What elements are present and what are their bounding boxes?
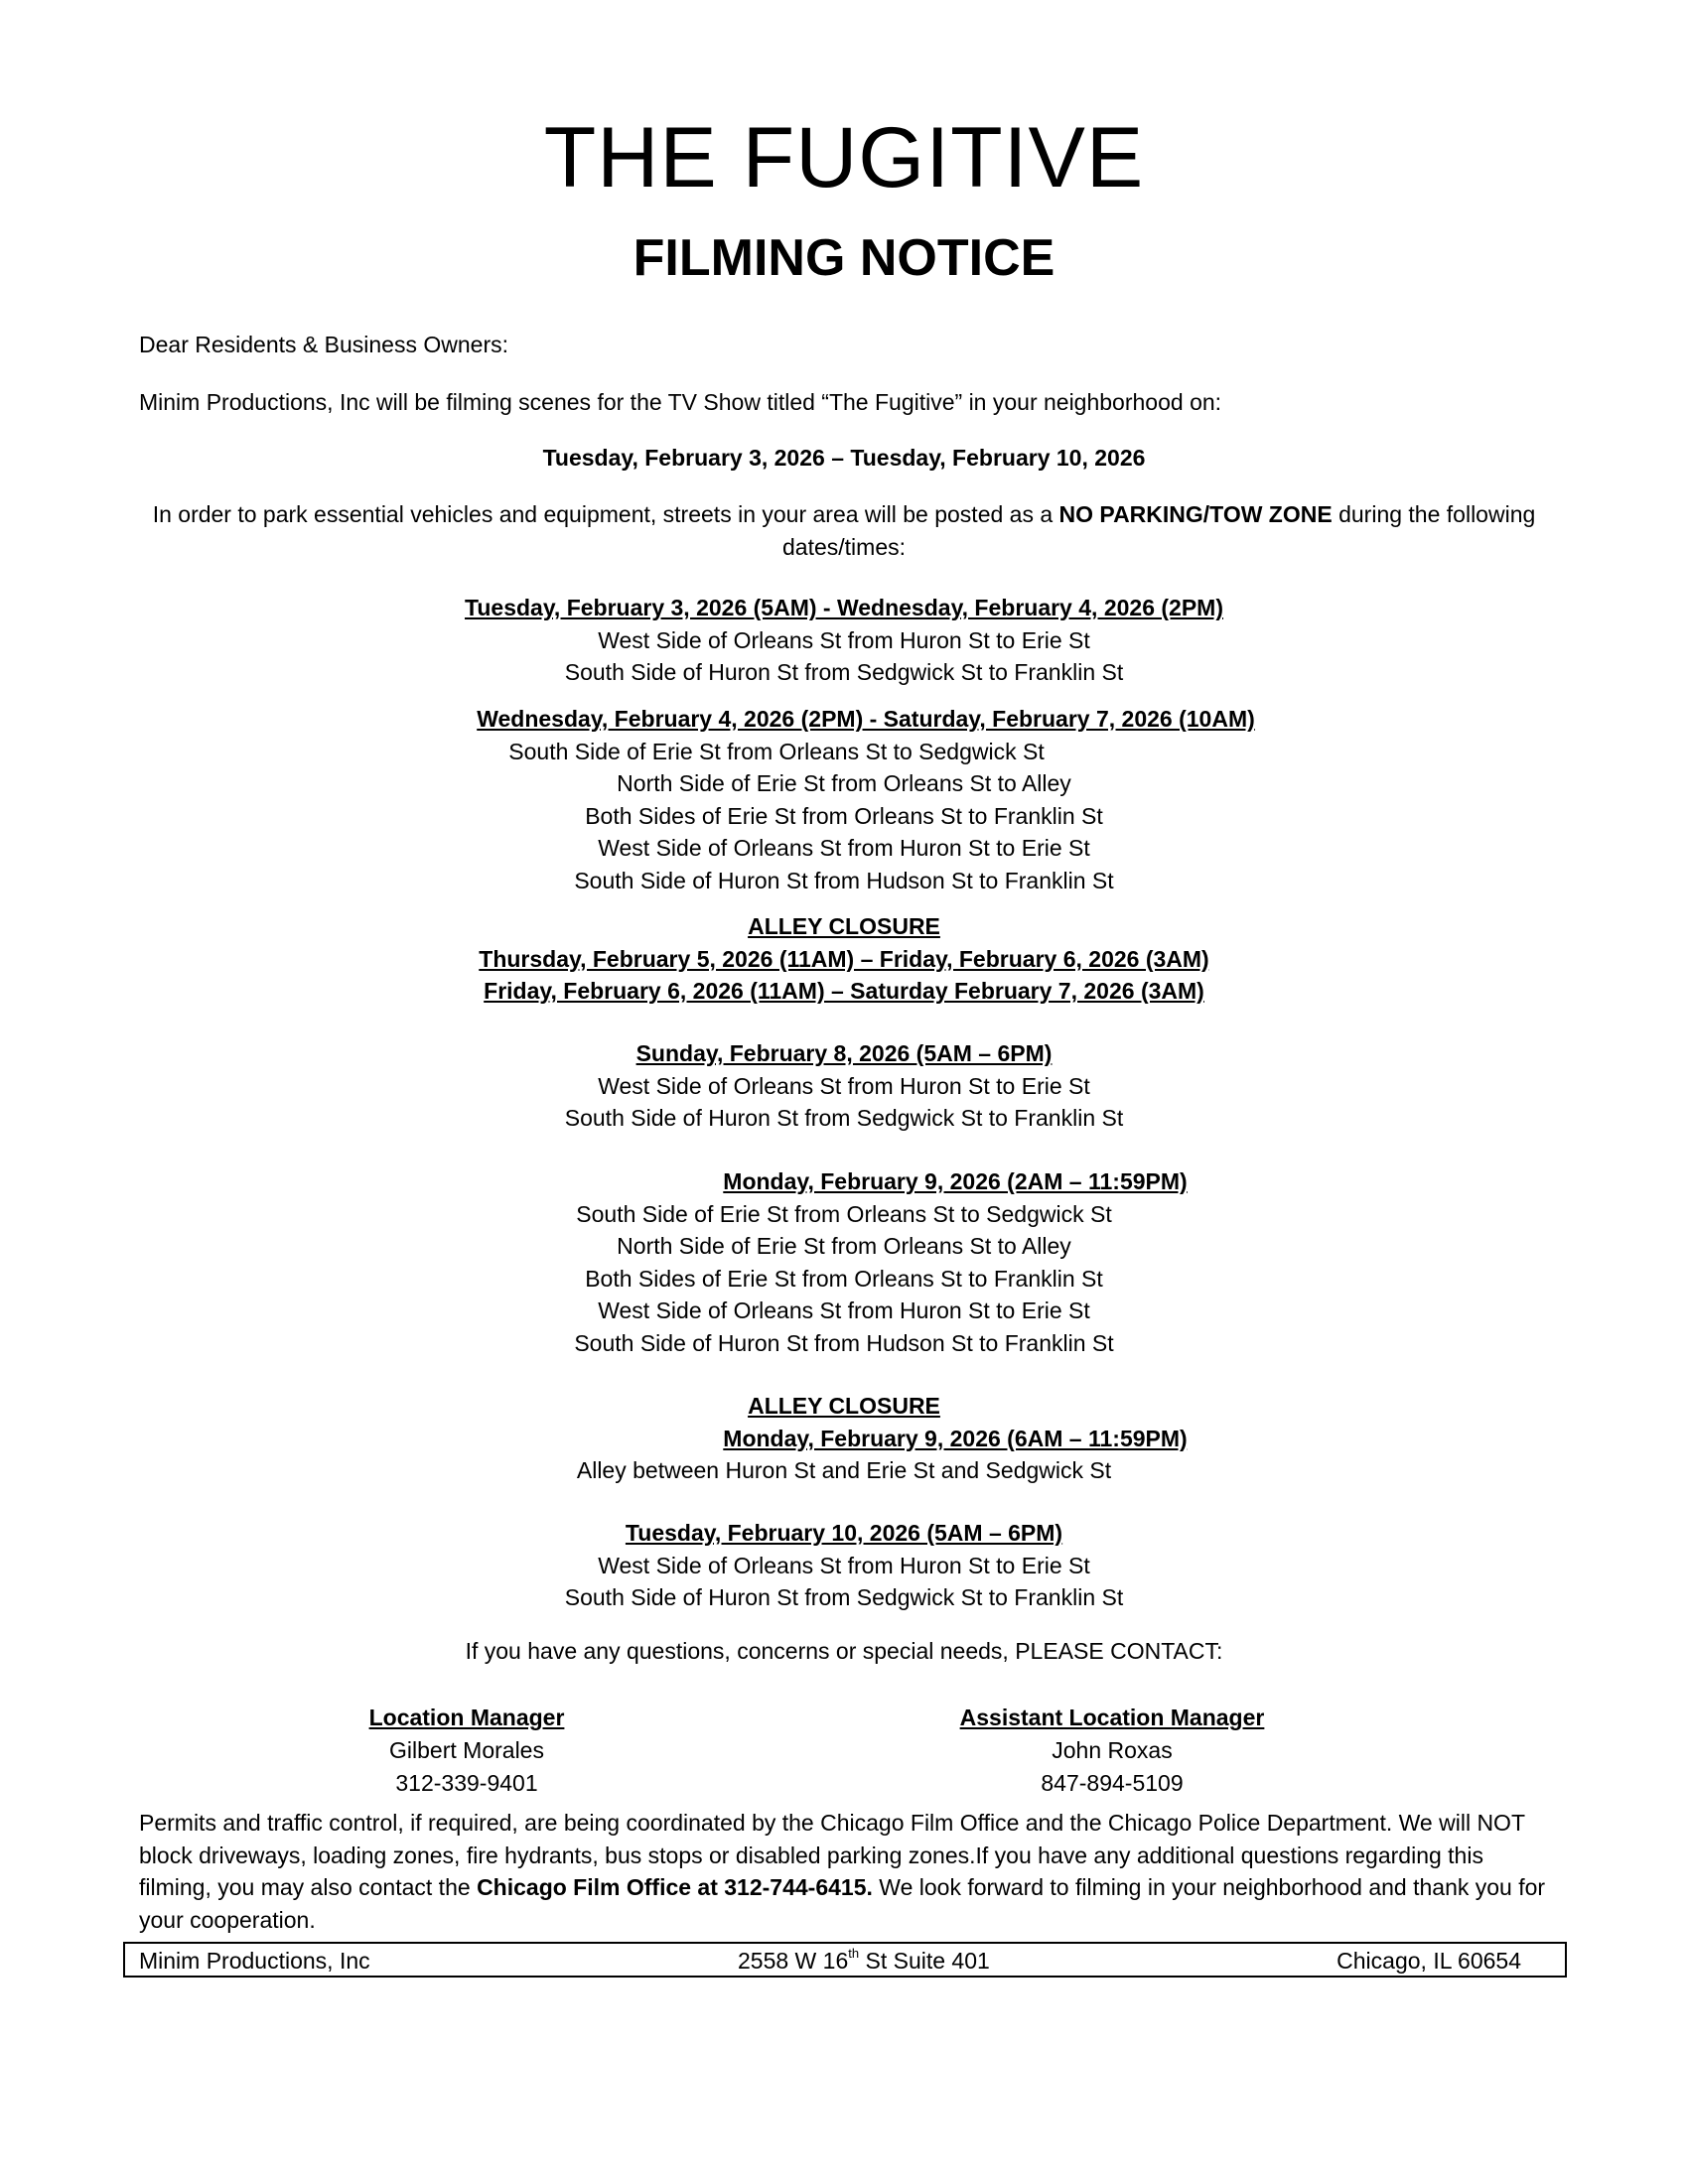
schedule-line: West Side of Orleans St from Huron St to Erie St: [598, 835, 1090, 861]
footer-city: Chicago, IL 60654: [1336, 1948, 1521, 1974]
alley-closure-label: ALLEY CLOSURE: [748, 913, 940, 939]
schedule-line: Both Sides of Erie St from Orleans St to Franklin St: [585, 1265, 1103, 1292]
contact-phone: 312-339-9401: [395, 1770, 538, 1796]
schedule-block-1: [0, 592, 1688, 689]
contact-name: John Roxas: [1052, 1737, 1173, 1763]
footer-address-sup: th: [848, 1946, 860, 1962]
footer-bar: [123, 1942, 1567, 1978]
footer-company: Minim Productions, Inc: [139, 1948, 370, 1974]
schedule-line: West Side of Orleans St from Huron St to Erie St: [598, 1072, 1090, 1099]
no-parking-emphasis: NO PARKING/TOW ZONE: [1058, 501, 1333, 527]
notice-subtitle: FILMING NOTICE: [633, 229, 1055, 287]
film-office-contact: Chicago Film Office at 312-744-6415.: [477, 1874, 873, 1900]
schedule-line: North Side of Erie St from Orleans St to Alley: [617, 770, 1071, 796]
greeting: Dear Residents & Business Owners:: [139, 332, 508, 357]
schedule-line: South Side of Huron St from Hudson St to Franklin St: [574, 1329, 1114, 1356]
alley-closure-label: ALLEY CLOSURE: [748, 1393, 940, 1419]
notice-title: THE FUGITIVE: [543, 110, 1145, 205]
schedule-line: West Side of Orleans St from Huron St to Erie St: [598, 1297, 1090, 1323]
footer-address: [738, 1948, 990, 1975]
parking-text-after: during the following dates/times:: [782, 501, 1536, 560]
schedule-block-3: [0, 1037, 1688, 1135]
schedule-line: South Side of Huron St from Hudson St to Franklin St: [574, 867, 1114, 893]
alley-closure-block-1: [0, 910, 1688, 1008]
contact-phone: 847-894-5109: [1041, 1770, 1184, 1796]
schedule-line: South Side of Erie St from Orleans St to Sedgwick St: [576, 1200, 1112, 1227]
parking-paragraph: [149, 498, 1539, 564]
schedule-line: North Side of Erie St from Orleans St to Alley: [617, 1233, 1071, 1259]
schedule-heading: Monday, February 9, 2026 (2AM – 11:59PM): [723, 1168, 1188, 1194]
schedule-line: South Side of Huron St from Sedgwick St to Franklin St: [564, 1105, 1124, 1131]
schedule-heading: Monday, February 9, 2026 (6AM – 11:59PM): [723, 1425, 1188, 1451]
assistant-location-manager-contact: [914, 1702, 1311, 1800]
schedule-line: South Side of Erie St from Orleans St to Sedgwick St: [508, 738, 1045, 764]
contact-role: Assistant Location Manager: [959, 1705, 1265, 1730]
schedule-block-2: [0, 703, 1688, 896]
schedule-heading: Tuesday, February 3, 2026 (5AM) - Wednesday, February 4, 2026 (2PM): [465, 595, 1223, 620]
filming-dates: Tuesday, February 3, 2026 – Tuesday, February 10, 2026: [542, 445, 1146, 471]
schedule-heading: Sunday, February 8, 2026 (5AM – 6PM): [635, 1040, 1053, 1066]
location-manager-contact: [318, 1702, 616, 1800]
schedule-line: South Side of Huron St from Sedgwick St to Franklin St: [564, 1584, 1124, 1610]
schedule-block-5: [0, 1517, 1688, 1614]
schedule-line: Alley between Huron St and Erie St and Sedgwick St: [576, 1457, 1112, 1483]
schedule-line: Both Sides of Erie St from Orleans St to Franklin St: [585, 802, 1103, 829]
schedule-block-4: [0, 1165, 1688, 1359]
alley-closure-block-2: [0, 1390, 1688, 1487]
permits-text-before: Permits and traffic control, if required, are being coordinated by the Chicago Film Office and the Chicago Police Department. We will NOT block driveways, loading zones, fire hydrants, bus stops or disabled parking zones.If you have any additional questions regarding this filming, you may also contact the: [139, 1810, 1525, 1900]
footer-address-suffix: St Suite 401: [859, 1948, 990, 1974]
schedule-heading: Tuesday, February 10, 2026 (5AM – 6PM): [625, 1520, 1063, 1546]
contact-intro: If you have any questions, concerns or special needs, PLEASE CONTACT:: [465, 1638, 1223, 1664]
intro-paragraph: Minim Productions, Inc will be filming scenes for the TV Show titled “The Fugitive” in your neighborhood on:: [139, 389, 1222, 415]
contact-role: Location Manager: [368, 1705, 565, 1730]
permits-paragraph: [139, 1807, 1559, 1936]
schedule-line: West Side of Orleans St from Huron St to Erie St: [598, 1552, 1090, 1578]
permits-text-after: We look forward to filming in your neighborhood and thank you for your cooperation.: [139, 1874, 1546, 1933]
footer-address-prefix: 2558 W 16: [738, 1948, 849, 1974]
schedule-heading: Thursday, February 5, 2026 (11AM) – Friday, February 6, 2026 (3AM): [479, 945, 1209, 972]
contact-name: Gilbert Morales: [389, 1737, 544, 1763]
schedule-line: West Side of Orleans St from Huron St to Erie St: [598, 626, 1090, 653]
schedule-heading: Wednesday, February 4, 2026 (2PM) - Saturday, February 7, 2026 (10AM): [477, 706, 1255, 732]
schedule-line: South Side of Huron St from Sedgwick St to Franklin St: [564, 659, 1124, 685]
parking-text-before: In order to park essential vehicles and equipment, streets in your area will be posted as a: [152, 501, 1059, 527]
schedule-heading: Friday, February 6, 2026 (11AM) – Saturday February 7, 2026 (3AM): [484, 978, 1204, 1004]
